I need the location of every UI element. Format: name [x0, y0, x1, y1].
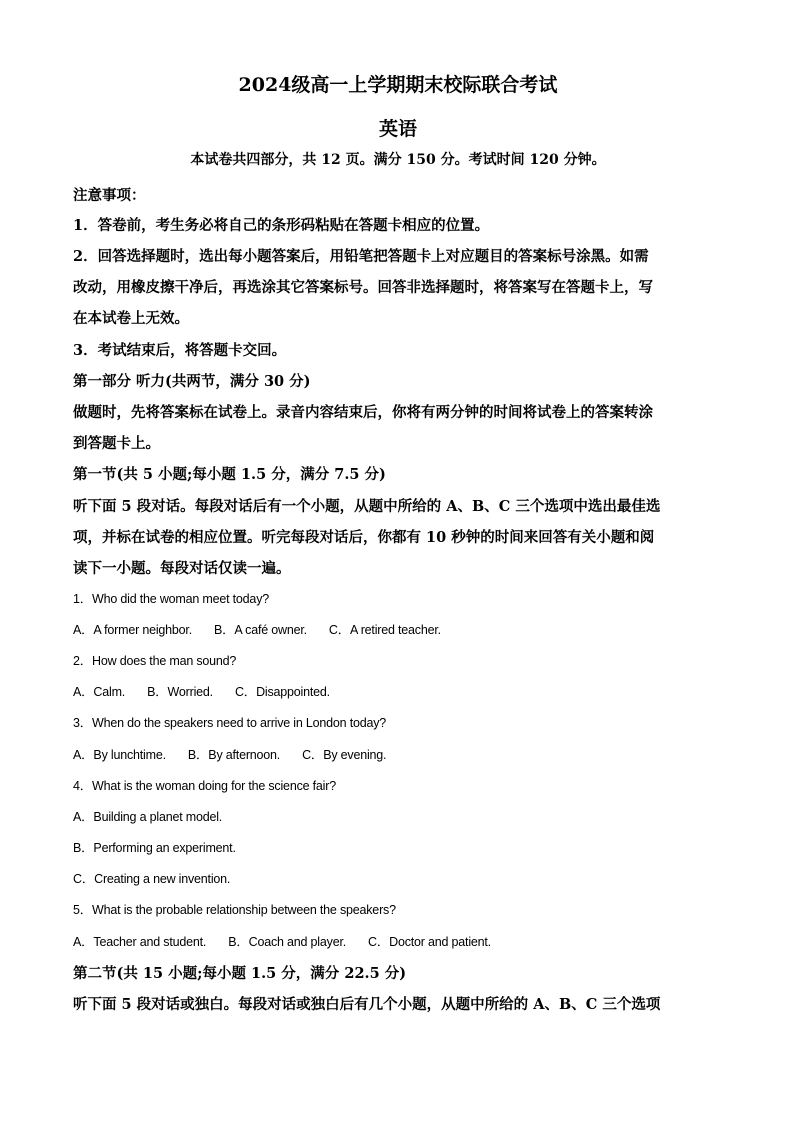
note-line: 3．考试结束后，将答题卡交回。	[73, 342, 287, 359]
question-3-options	[73, 745, 408, 763]
question-2-options	[73, 682, 352, 700]
option-a: A．Teacher and student.	[73, 935, 207, 949]
question-5: 5．What is the probable relationship between the speakers?	[73, 903, 396, 917]
option-c: C．By evening.	[302, 748, 387, 762]
question-1-options	[73, 620, 463, 638]
question-1: 1．Who did the woman meet today?	[73, 592, 269, 606]
option-a: A．Building a planet model.	[73, 810, 223, 824]
option-a: A．By lunchtime.	[73, 748, 166, 762]
part1-instruction: 到答题卡上。	[73, 435, 160, 452]
option-b: B．A café owner.	[213, 623, 307, 637]
section1-instruction: 听下面 5 段对话。每段对话后有一个小题，从题中所给的 A、B、C 三个选项中选出最佳选	[73, 498, 661, 515]
note-line: 1．答卷前，考生务必将自己的条形码粘贴在答题卡相应的位置。	[73, 217, 490, 234]
option-b: B．Coach and player.	[228, 935, 346, 949]
option-c: C．Doctor and patient.	[368, 935, 491, 949]
question-2: 2．How does the man sound?	[73, 654, 237, 668]
option-b: B．Worried.	[147, 685, 213, 699]
option-a: A．Calm.	[73, 685, 126, 699]
option-b: B．Performing an experiment.	[73, 841, 236, 855]
exam-intro: 本试卷共四部分，共 12 页。满分 150 分。考试时间 120 分钟。	[190, 152, 606, 168]
notes-heading: 注意事项：	[73, 187, 146, 204]
section1-heading: 第一节(共 5 小题;每小题 1.5 分，满分 7.5 分)	[73, 466, 386, 483]
exam-title: 2024级高一上学期期末校际联合考试	[238, 74, 558, 96]
question-3: 3．When do the speakers need to arrive in London today?	[73, 716, 387, 730]
section2-instruction: 听下面 5 段对话或独白。每段对话或独白后有几个小题，从题中所给的 A、B、C 三个选项	[73, 996, 661, 1013]
option-c: C．A retired teacher.	[328, 623, 441, 637]
option-b: B．By afternoon.	[187, 748, 281, 762]
part1-heading: 第一部分 听力(共两节，满分 30 分)	[73, 373, 311, 390]
question-4: 4．What is the woman doing for the science fair?	[73, 779, 336, 793]
option-c: C．Creating a new invention.	[73, 872, 231, 886]
subject-title: 英语	[378, 118, 417, 140]
option-a: A．A former neighbor.	[73, 623, 192, 637]
note-line: 在本试卷上无效。	[73, 310, 189, 327]
section1-instruction: 读下一小题。每段对话仅读一遍。	[73, 560, 291, 577]
part1-instruction: 做题时，先将答案标在试卷上。录音内容结束后，你将有两分钟的时间将试卷上的答案转涂	[73, 404, 653, 421]
section2-heading: 第二节(共 15 小题;每小题 1.5 分，满分 22.5 分)	[73, 965, 407, 982]
option-c: C．Disappointed.	[234, 685, 330, 699]
question-5-options	[73, 932, 513, 950]
note-line: 2．回答选择题时，选出每小题答案后，用铅笔把答题卡上对应题目的答案标号涂黑。如需	[73, 248, 649, 265]
section1-instruction: 项，并标在试卷的相应位置。听完每段对话后，你都有 10 秒钟的时间来回答有关小题和阅	[73, 529, 655, 546]
note-line: 改动，用橡皮擦干净后，再选涂其它答案标号。回答非选择题时，将答案写在答题卡上，写	[73, 279, 653, 296]
